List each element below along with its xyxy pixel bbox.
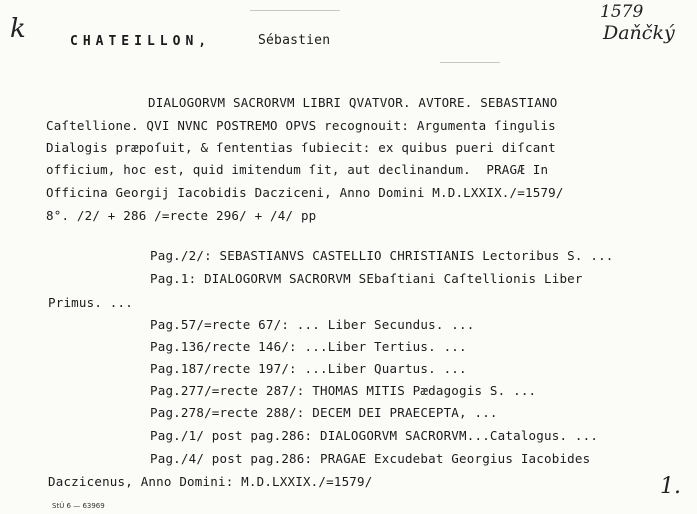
author-given-name: Sébastien xyxy=(258,33,331,48)
collation-line: 8°. /2/ + 286 /=recte 296/ + /4/ pp xyxy=(46,208,317,223)
title-line: Caſtellione. QVI NVNC POSTREMO OPVS recognouit: Argumenta ſingulis xyxy=(46,118,556,133)
handwritten-printer-name: Daňčký xyxy=(603,22,675,44)
title-line: officium, hoc est, quid imitendum ſit, aut declinandum. PRAGÆ In xyxy=(46,162,549,177)
title-line: Dialogis præpoſuit, & ſententias ſubiecit: ex quibus pueri diſcant xyxy=(46,140,556,155)
author-surname: CHATEILLON, xyxy=(70,34,212,49)
contents-line: Pag./4/ post pag.286: PRAGAE Excudebat Georgius Iacobides xyxy=(150,451,591,466)
scan-speck xyxy=(440,62,500,63)
handwritten-year: 1579 xyxy=(600,2,644,22)
handwritten-page-number: 1. xyxy=(660,474,681,499)
contents-line: Pag.187/recte 197/: ...Liber Quartus. ... xyxy=(150,361,467,376)
contents-line: Pag.278/=recte 288/: DECEM DEI PRAECEPTA, ... xyxy=(150,405,498,420)
contents-line: Primus. ... xyxy=(48,295,133,310)
contents-line: Pag.136/recte 146/: ...Liber Tertius. ... xyxy=(150,339,467,354)
contents-line: Pag.57/=recte 67/: ... Liber Secundus. ... xyxy=(150,317,475,332)
contents-line: Pag./2/: SEBASTIANVS CASTELLIO CHRISTIANIS Lectoribus S. ... xyxy=(150,248,614,263)
title-line: DIALOGORVM SACRORVM LIBRI QVATVOR. AVTORE. SEBASTIANO xyxy=(148,95,558,110)
scan-speck xyxy=(250,10,340,11)
contents-line: Pag./1/ post pag.286: DIALOGORVM SACRORVM...Catalogus. ... xyxy=(150,428,599,443)
imprint-line: Officina Georgij Iacobidis Dacziceni, Anno Domini M.D.LXXIX./=1579/ xyxy=(46,185,564,200)
corner-handwritten-mark: k xyxy=(10,14,26,44)
contents-line: Pag.1: DIALOGORVM SACRORVM SEbaſtiani Caſtellionis Liber xyxy=(150,271,583,286)
footer-print-code: StÚ 6 — 63969 xyxy=(52,502,105,510)
contents-line: Pag.277/=recte 287/: THOMAS MITIS Pædagogis S. ... xyxy=(150,383,537,398)
contents-line: Daczicenus, Anno Domini: M.D.LXXIX./=1579/ xyxy=(48,474,373,489)
